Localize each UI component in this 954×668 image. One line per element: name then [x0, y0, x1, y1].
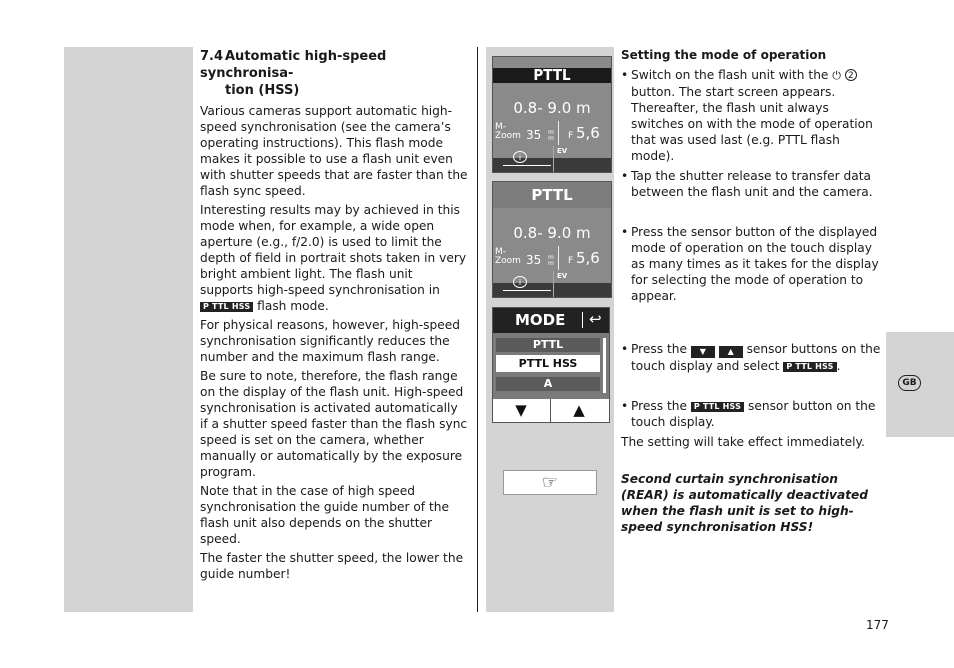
zoom-unit-2: m — [548, 260, 554, 267]
section-number: 7.4 — [200, 49, 224, 64]
ev-label: EV — [557, 272, 568, 280]
mode-item-pttl[interactable]: PTTL — [496, 338, 600, 352]
mode-list — [493, 333, 609, 399]
zoom-label-2: Zoom — [495, 131, 521, 141]
step-sensor-button — [621, 224, 883, 304]
step-3-text: Press the sensor button of the displayed mode of operation on the touch display as many times as it takes for the display for selecting the mode of operation to appear. — [631, 225, 879, 303]
zoom-unit-1: m — [548, 254, 554, 261]
bullet: • — [621, 225, 629, 239]
zoom-unit-1: m — [548, 129, 554, 136]
up-arrow-button[interactable]: ▲ — [573, 401, 585, 419]
header-divider — [582, 312, 583, 328]
zoom-label-1: M- — [495, 122, 507, 132]
power-icon: ⏻ — [832, 69, 841, 82]
step-4-text: Press the — [631, 342, 687, 356]
display-screen-pttl-1 — [492, 56, 612, 173]
up-sensor-icon: ▲ — [719, 346, 743, 358]
display-screen-pttl-2 — [492, 181, 612, 298]
underline — [503, 165, 551, 166]
paragraph-1: Various cameras support automatic high-speed synchronisation (see the camera’s operating instructions). This flash mode makes it possible to use a flash unit even with shutter speeds that are faster than the flash sync speed. — [200, 104, 468, 198]
ev-label: EV — [557, 147, 568, 155]
f-label: F — [568, 256, 574, 266]
step-5-text: Press the — [631, 399, 687, 413]
screen-title: PTTL — [493, 68, 611, 83]
mode-title: MODE — [515, 311, 566, 329]
screen-separator — [558, 246, 559, 270]
flash-range: 0.8- 9.0 m — [513, 224, 591, 242]
step-4-text-mid: sensor buttons on the touch display and select — [631, 342, 881, 373]
paragraph-2-end: flash mode. — [257, 299, 329, 313]
step-select-hss — [621, 341, 883, 374]
heading-line-2: tion (HSS) — [225, 83, 300, 98]
mode-item-a[interactable]: A — [496, 377, 600, 391]
step-4-end: . — [836, 359, 841, 373]
step-2-text: Tap the shutter release to transfer data between the flash unit and the camera. — [631, 169, 873, 199]
pttl-hss-chip: P TTL HSS — [783, 362, 836, 372]
info-icon: i — [513, 276, 527, 288]
f-label: F — [568, 131, 574, 141]
bottom-separator — [553, 271, 554, 297]
bullet: • — [621, 399, 629, 413]
back-icon[interactable]: ↩ — [589, 310, 602, 328]
mode-header — [493, 308, 609, 333]
paragraph-3: For physical reasons, however, high-speed synchronisation significantly reduces the number and the maximum flash range. — [200, 318, 460, 364]
heading-line-1: Automatic high-speed synchronisa- — [200, 49, 387, 81]
down-sensor-icon: ▼ — [691, 346, 715, 358]
paragraph-2 — [200, 202, 468, 314]
screen-title: PTTL — [493, 182, 611, 208]
left-column — [200, 48, 468, 585]
paragraph-4: Be sure to note, therefore, the flash range on the display of the flash unit. High-speed synchronisation is activated automatically if a shutter speed faster than the flash sync speed is set on the camera, whether manually or automatically by the exposure program. — [200, 369, 468, 479]
left-margin-band — [64, 47, 193, 612]
paragraph-5: Note that in the case of high speed synchronisation the guide number of the flash unit also depends on the shutter speed. — [200, 484, 449, 546]
instructions-heading: Setting the mode of operation — [621, 48, 827, 62]
step-shutter — [621, 168, 883, 200]
info-icon: i — [513, 151, 527, 163]
underline — [503, 290, 551, 291]
step-confirm — [621, 398, 883, 430]
paragraph-2-text: Interesting results may by achieved in this mode when, for example, a wide open aperture (e.g., f/2.0) is used to limit the depth of field in portrait shots taken in very bright ambient light. The flash unit supports high-speed synchronisation in — [200, 203, 467, 297]
flash-range: 0.8- 9.0 m — [513, 99, 591, 117]
right-column — [621, 48, 883, 535]
step-5-text-end: sensor button on the touch display. — [631, 399, 876, 429]
zoom-value: 35 — [526, 128, 542, 142]
result-text: The setting will take effect immediately. — [621, 435, 865, 449]
language-badge: GB — [898, 375, 921, 391]
pointing-hand-icon: ☞ — [503, 470, 597, 495]
scrollbar[interactable] — [603, 338, 606, 393]
bullet: • — [621, 342, 629, 356]
arrow-buttons — [493, 399, 609, 422]
pttl-hss-chip: P TTL HSS — [200, 302, 253, 312]
column-divider — [477, 47, 478, 612]
zoom-value: 35 — [526, 253, 542, 267]
mode-item-pttl-hss[interactable]: PTTL HSS — [496, 355, 600, 372]
step-1-text-end: button. The start screen appears. Thereafter, the flash unit always switches on with the mode of operation that was used last (e.g. PTTL flash mode). — [631, 85, 873, 163]
bullet: • — [621, 169, 629, 183]
bullet: • — [621, 68, 629, 82]
step-switch-on — [621, 67, 883, 164]
bottom-separator — [553, 146, 554, 172]
zoom-unit-2: m — [548, 135, 554, 142]
f-value: 5,6 — [576, 124, 600, 142]
page-number: 177 — [866, 618, 889, 632]
zoom-label-2: Zoom — [495, 256, 521, 266]
screen-separator — [558, 121, 559, 145]
mode-selection-screen — [492, 307, 610, 423]
step-1-text: Switch on the flash unit with the — [631, 68, 829, 82]
zoom-label-1: M- — [495, 247, 507, 257]
section-heading — [200, 48, 468, 99]
pttl-hss-chip: P TTL HSS — [691, 402, 744, 412]
callout-number: 2 — [845, 69, 857, 81]
note-text: Second curtain synchronisation (REAR) is automatically deactivated when the flash unit is set to high-speed synchronisation HSS! — [621, 472, 869, 534]
paragraph-6: The faster the shutter speed, the lower the guide number! — [200, 551, 464, 581]
f-value: 5,6 — [576, 249, 600, 267]
down-arrow-button[interactable]: ▼ — [515, 401, 527, 419]
